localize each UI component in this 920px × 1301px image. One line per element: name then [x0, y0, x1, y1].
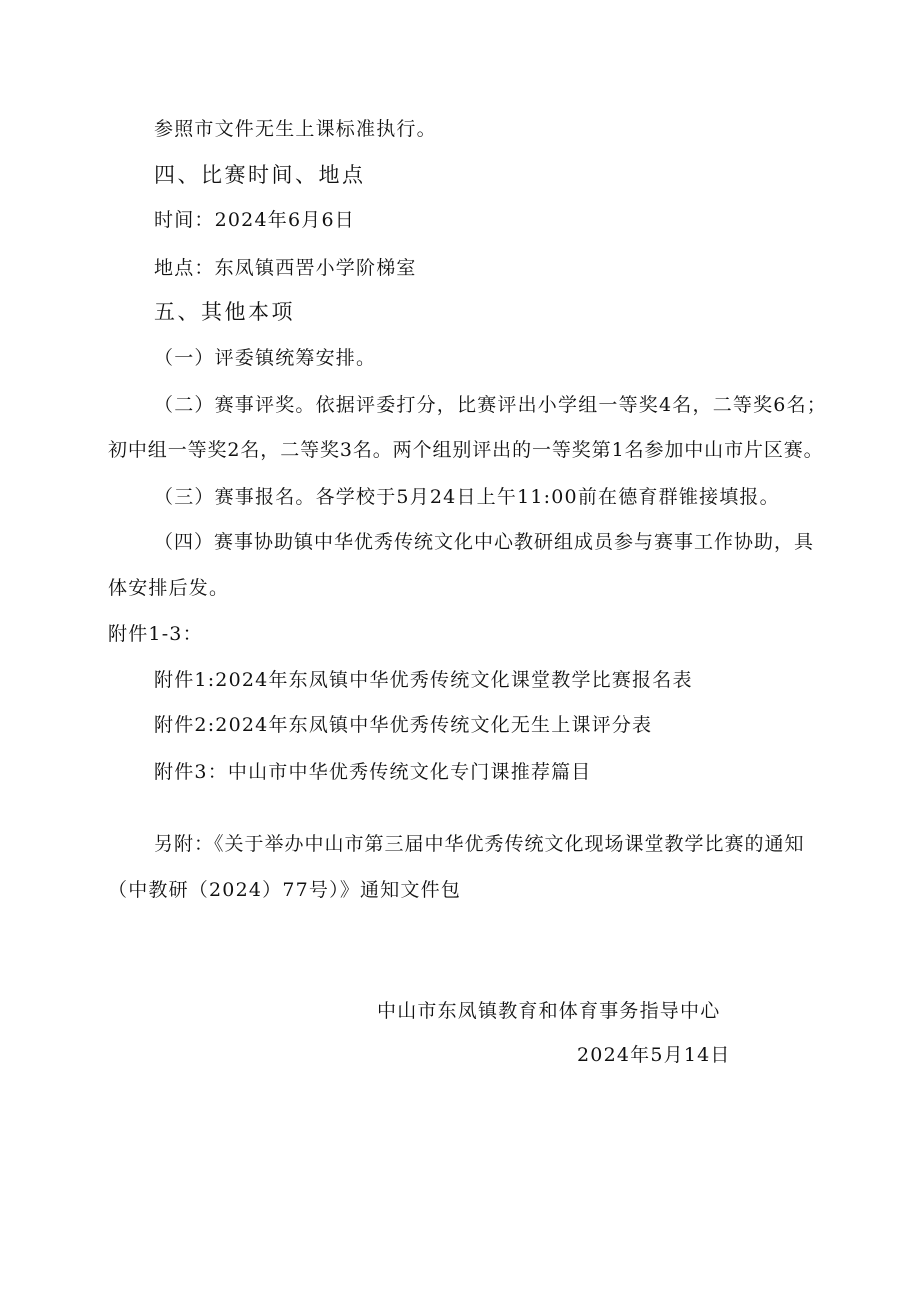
item-awards-line1: （二）赛事评奖。依据评委打分，比赛评出小学组一等奖4名，二等奖6名； [154, 394, 827, 416]
place-line: 地点：东凤镇西罟小学阶梯室 [154, 257, 417, 279]
attachment-1: 附件1:2024年东凤镇中华优秀传统文化课堂教学比赛报名表 [154, 669, 693, 691]
attachment-3: 附件3：中山市中华优秀传统文化专门课推荐篇目 [154, 761, 592, 783]
signature-organization: 中山市东凤镇教育和体育事务指导中心 [377, 1000, 721, 1022]
attachments-label: 附件1-3： [108, 623, 203, 645]
appendix-line1: 另附：《关于举办中山市第三届中华优秀传统文化现场课堂教学比赛的通知 [154, 833, 805, 855]
time-line: 时间：2024年6月6日 [154, 209, 355, 231]
item-assistance-line1: （四）赛事协助镇中华优秀传统文化中心教研组成员参与赛事工作协助，具 [154, 531, 815, 553]
paragraph-standard: 参照市文件无生上课标准执行。 [154, 118, 437, 140]
item-registration: （三）赛事报名。各学校于5月24日上午11:00前在德育群锥接填报。 [154, 486, 780, 508]
attachment-2: 附件2:2024年东凤镇中华优秀传统文化无生上课评分表 [154, 714, 653, 736]
signature-date: 2024年5月14日 [577, 1044, 731, 1066]
section-heading-other: 五、其他本项 [154, 300, 295, 324]
item-judges: （一）评委镇统筹安排。 [154, 347, 377, 369]
section-heading-time-place: 四、比赛时间、地点 [154, 163, 366, 187]
item-awards-line2: 初中组一等奖2名，二等奖3名。两个组别评出的一等奖第1名参加中山市片区赛。 [108, 439, 824, 461]
item-assistance-line2: 体安排后发。 [108, 577, 230, 599]
appendix-line2: （中教研（2024）77号）》通知文件包 [108, 879, 462, 901]
